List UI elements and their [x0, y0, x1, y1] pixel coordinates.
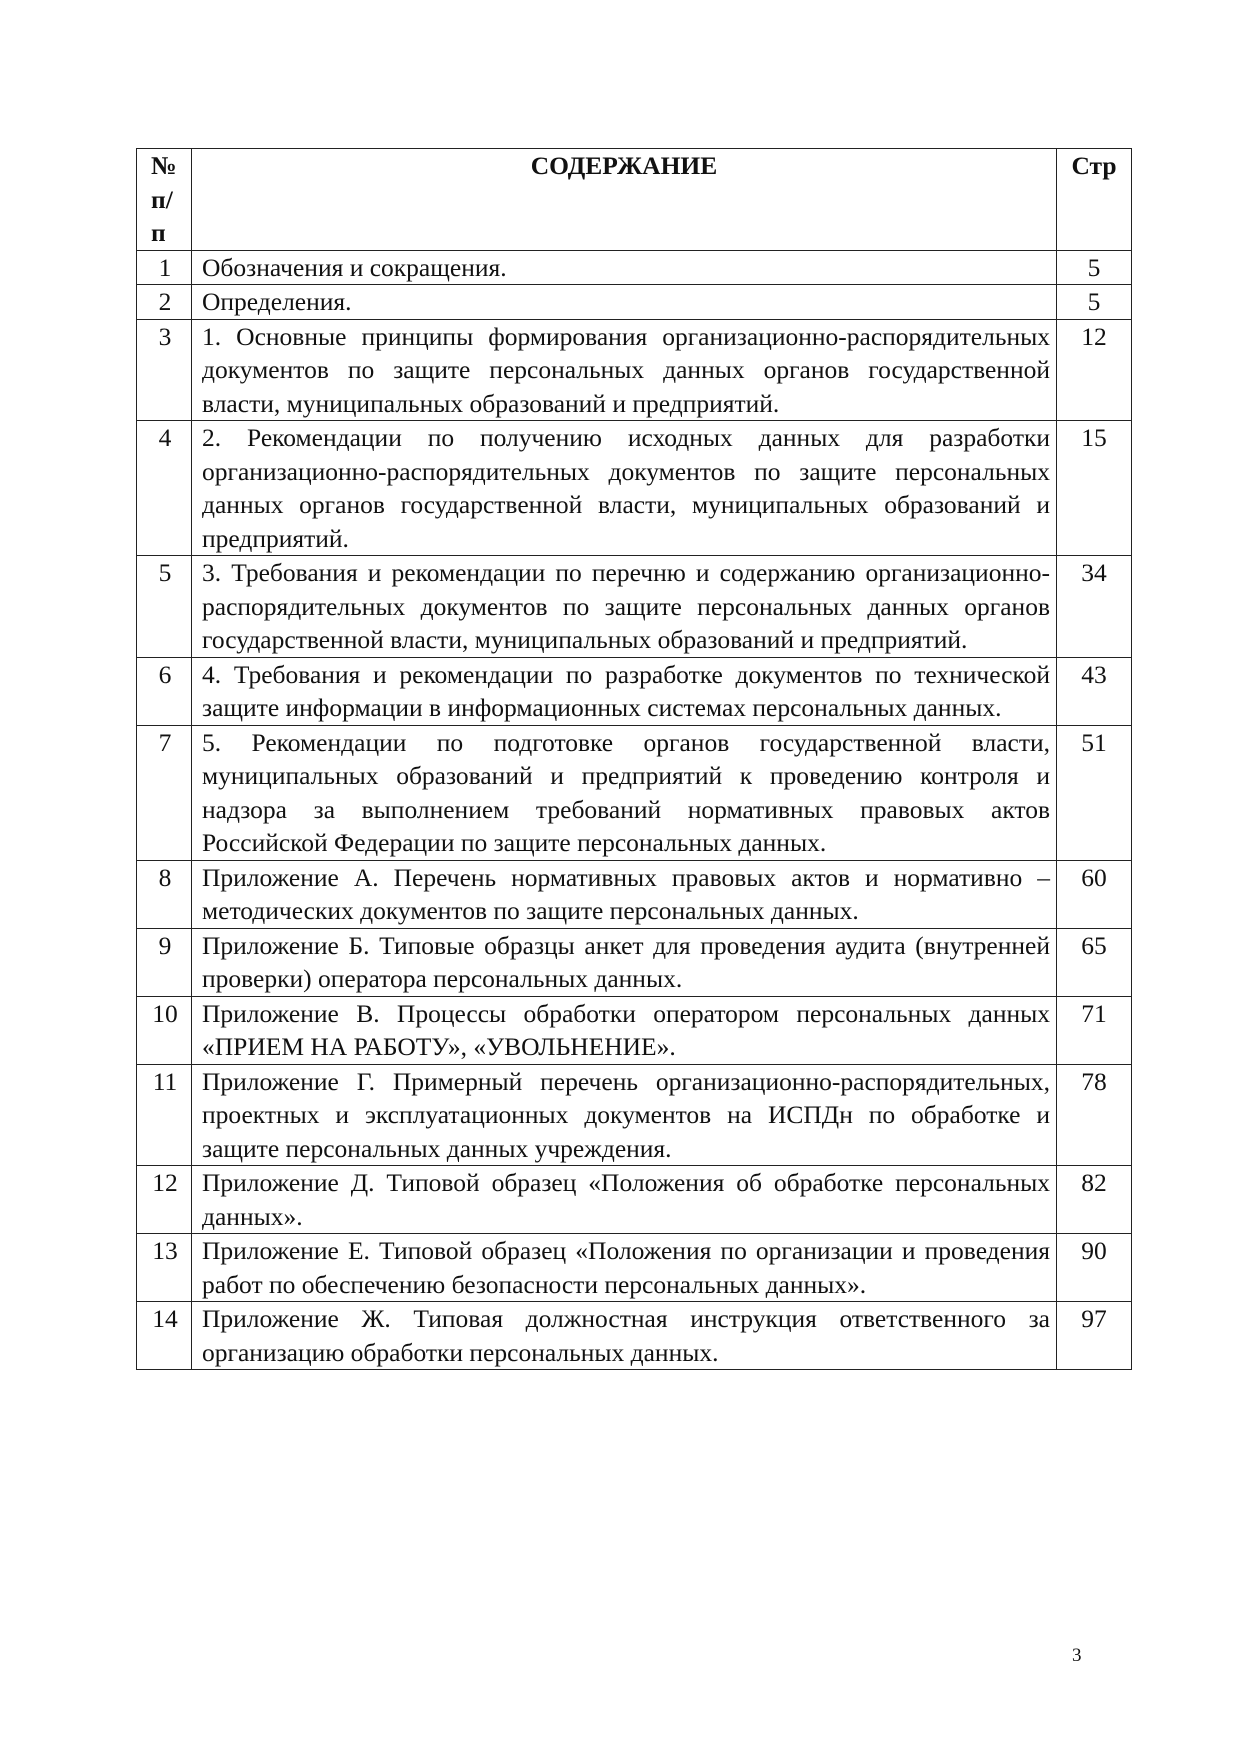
row-title: 4. Требования и рекомендации по разработке документов по технической защите информации в информационных системах персональных данных. — [192, 657, 1057, 725]
page-number: 3 — [1072, 1645, 1082, 1666]
page-column-header: Стр — [1057, 149, 1132, 251]
table-row — [137, 860, 1132, 928]
row-number: 14 — [137, 1302, 192, 1370]
row-page: 82 — [1057, 1166, 1132, 1234]
table-row — [137, 1302, 1132, 1370]
table-row — [137, 1166, 1132, 1234]
row-title: Приложение Д. Типовой образец «Положения об обработке персональных данных». — [192, 1166, 1057, 1234]
row-title: 1. Основные принципы формирования организационно-распорядительных документов по защите персональных данных органов государственной власти, муниципальных образований и предприятий. — [192, 319, 1057, 421]
row-title: Приложение Б. Типовые образцы анкет для проведения аудита (внутренней проверки) оператора персональных данных. — [192, 928, 1057, 996]
table-header-row — [137, 149, 1132, 251]
number-column-header: № п/ п — [137, 149, 192, 251]
row-title: Приложение Е. Типовой образец «Положения по организации и проведения работ по обеспечению безопасности персональных данных». — [192, 1234, 1057, 1302]
row-title: Приложение В. Процессы обработки оператором персональных данных «ПРИЕМ НА РАБОТУ», «УВОЛЬНЕНИЕ». — [192, 996, 1057, 1064]
row-title: 5. Рекомендации по подготовке органов государственной власти, муниципальных образований и предприятий к проведению контроля и надзора за выполнением требований нормативных правовых актов Российской Федерации по защите персональных данных. — [192, 725, 1057, 860]
row-page: 71 — [1057, 996, 1132, 1064]
row-number: 3 — [137, 319, 192, 421]
row-page: 5 — [1057, 250, 1132, 285]
table-row — [137, 928, 1132, 996]
row-number: 10 — [137, 996, 192, 1064]
contents-table — [136, 148, 1132, 1370]
row-page: 97 — [1057, 1302, 1132, 1370]
row-title: 3. Требования и рекомендации по перечню и содержанию организационно-распорядительных документов по защите персональных данных органов государственной власти, муниципальных образований и предприятий. — [192, 556, 1057, 658]
row-title: 2. Рекомендации по получению исходных данных для разработки организационно-распорядительных документов по защите персональных данных органов государственной власти, муниципальных образований и предприятий. — [192, 421, 1057, 556]
row-number: 13 — [137, 1234, 192, 1302]
row-page: 34 — [1057, 556, 1132, 658]
row-page: 5 — [1057, 285, 1132, 320]
row-number: 5 — [137, 556, 192, 658]
row-page: 15 — [1057, 421, 1132, 556]
row-page: 43 — [1057, 657, 1132, 725]
table-row — [137, 319, 1132, 421]
table-row — [137, 250, 1132, 285]
row-number: 1 — [137, 250, 192, 285]
row-page: 12 — [1057, 319, 1132, 421]
row-number: 9 — [137, 928, 192, 996]
row-page: 78 — [1057, 1064, 1132, 1166]
row-title: Обозначения и сокращения. — [192, 250, 1057, 285]
row-number: 7 — [137, 725, 192, 860]
table-row — [137, 285, 1132, 320]
table-row — [137, 657, 1132, 725]
table-row — [137, 1064, 1132, 1166]
row-number: 12 — [137, 1166, 192, 1234]
row-title: Приложение Г. Примерный перечень организационно-распорядительных, проектных и эксплуатационных документов на ИСПДн по обработке и защите персональных данных учреждения. — [192, 1064, 1057, 1166]
row-page: 90 — [1057, 1234, 1132, 1302]
contents-heading: СОДЕРЖАНИЕ — [192, 149, 1057, 251]
row-number: 8 — [137, 860, 192, 928]
row-title: Определения. — [192, 285, 1057, 320]
table-row — [137, 1234, 1132, 1302]
row-page: 65 — [1057, 928, 1132, 996]
contents-body — [137, 250, 1132, 1370]
row-page: 51 — [1057, 725, 1132, 860]
row-number: 11 — [137, 1064, 192, 1166]
row-page: 60 — [1057, 860, 1132, 928]
row-number: 6 — [137, 657, 192, 725]
row-title: Приложение Ж. Типовая должностная инструкция ответственного за организацию обработки персональных данных. — [192, 1302, 1057, 1370]
table-row — [137, 996, 1132, 1064]
table-row — [137, 556, 1132, 658]
table-row — [137, 725, 1132, 860]
row-number: 4 — [137, 421, 192, 556]
row-number: 2 — [137, 285, 192, 320]
table-row — [137, 421, 1132, 556]
row-title: Приложение А. Перечень нормативных правовых актов и нормативно – методических документов по защите персональных данных. — [192, 860, 1057, 928]
